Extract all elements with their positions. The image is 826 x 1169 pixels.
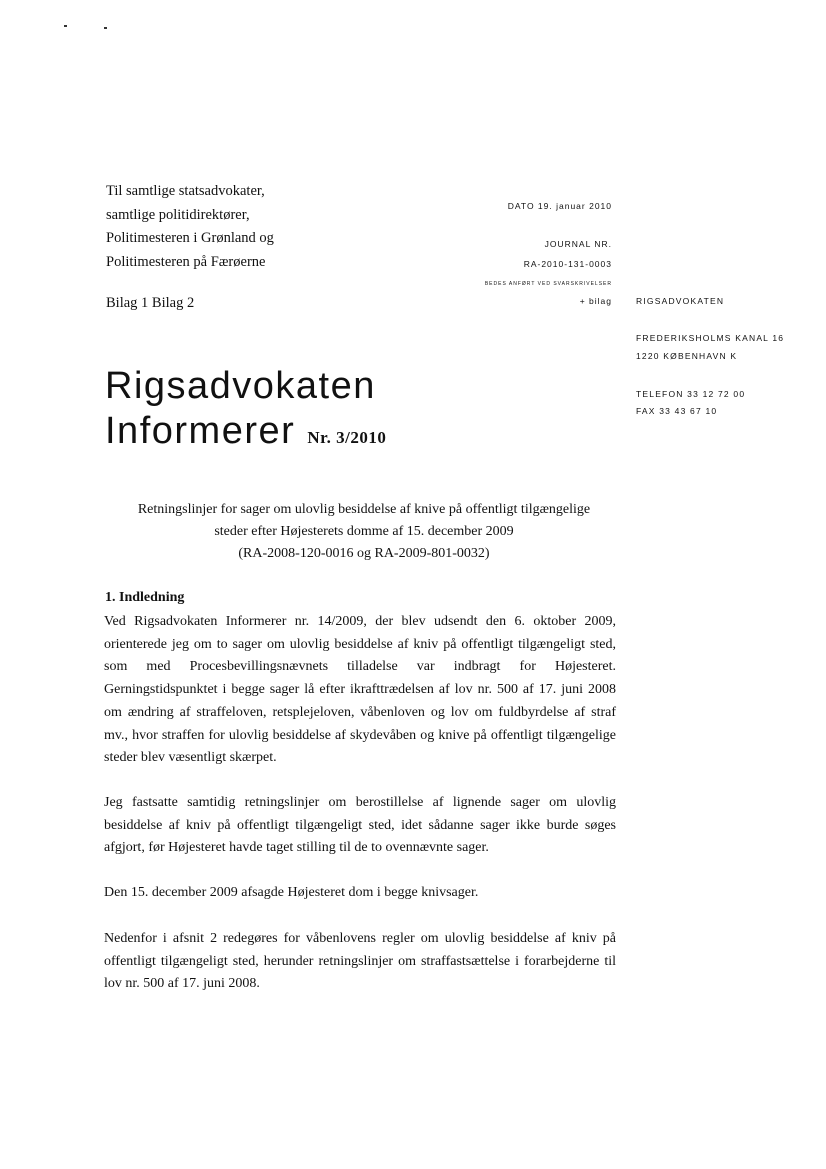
recipients-block [106, 180, 274, 274]
scan-speck [104, 27, 107, 29]
paragraph: Den 15. december 2009 afsagde Højesteret dom i begge knivsager. [104, 885, 479, 900]
masthead [105, 364, 386, 460]
recipient-line: Politimesteren i Grønland og [106, 230, 274, 246]
masthead-line2 [105, 409, 386, 460]
reply-note: BEDES ANFØRT VED SVARSKRIVELSER [484, 281, 612, 287]
masthead-line1: Rigsadvokaten [105, 365, 376, 407]
heading-line1: Retningslinjer for sager om ulovlig besiddelse af knive på offentligt tilgængelige [137, 502, 591, 517]
sender-phone: TELEFON 33 12 72 00 [636, 389, 746, 399]
sender-city: 1220 KØBENHAVN K [636, 351, 738, 361]
masthead-title: Informerer [105, 410, 296, 452]
sender-fax: FAX 33 43 67 10 [636, 406, 718, 416]
journal-label: JOURNAL NR. [544, 239, 612, 249]
section-title: 1. Indledning [105, 590, 185, 605]
heading-case-numbers: (RA-2008-120-0016 og RA-2009-801-0032) [238, 546, 490, 561]
recipient-line: Til samtlige statsadvokater, [106, 183, 265, 199]
paragraph: Jeg fastsatte samtidig retningslinjer om berostillelse af lignende sager om ulovlig besiddelse af kniv på offentligt tilgængeligt sted, idet sådanne sager ikke burde søges afgjort, før Højesteret havde taget stilling til de to ovennævnte sager. [104, 795, 616, 856]
recipient-line: Politimesteren på Færøerne [106, 253, 266, 270]
date-line: DATO 19. januar 2010 [507, 201, 612, 211]
paragraph: Nedenfor i afsnit 2 redegøres for våbenlovens regler om ulovlig besiddelse af kniv på offentligt tilgængeligt sted, herunder retningslinjer om straffastsættelse i forarbejderne til lov nr. 500 af 17. juni 2008. [104, 931, 616, 992]
sender-name: RIGSADVOKATEN [636, 296, 725, 306]
journal-number: RA-2010-131-0003 [523, 259, 612, 269]
recipient-line: samtlige politidirektører, [106, 206, 250, 223]
bilag-note: + bilag [579, 296, 612, 306]
sender-street: FREDERIKSHOLMS KANAL 16 [636, 333, 785, 343]
paragraph: Ved Rigsadvokaten Informerer nr. 14/2009, der blev udsendt den 6. oktober 2009, orienterede jeg om to sager om ulovlig besiddelse af kniv på offentligt tilgængeligt sted, som med Procesbevillingsnævnets tilladelse var indbragt for Højesteret. Gerningstidspunktet i begge sager lå efter ikrafttrædelsen af lov nr. 500 af 17. juni 2008 om ændring af straffeloven, retsplejeloven, våbenloven og lov om fuldbyrdelse af straf mv., hvor straffen for ulovlig besiddelse af skydevåben og knive på offentligt tilgængelige steder blev væsentligt skærpet. [104, 614, 616, 766]
scan-speck [64, 25, 67, 27]
attachments-line: Bilag 1 Bilag 2 [106, 295, 195, 311]
issue-number: Nr. 3/2010 [307, 428, 387, 447]
heading-line2: steder efter Højesterets domme af 15. december 2009 [214, 524, 514, 539]
